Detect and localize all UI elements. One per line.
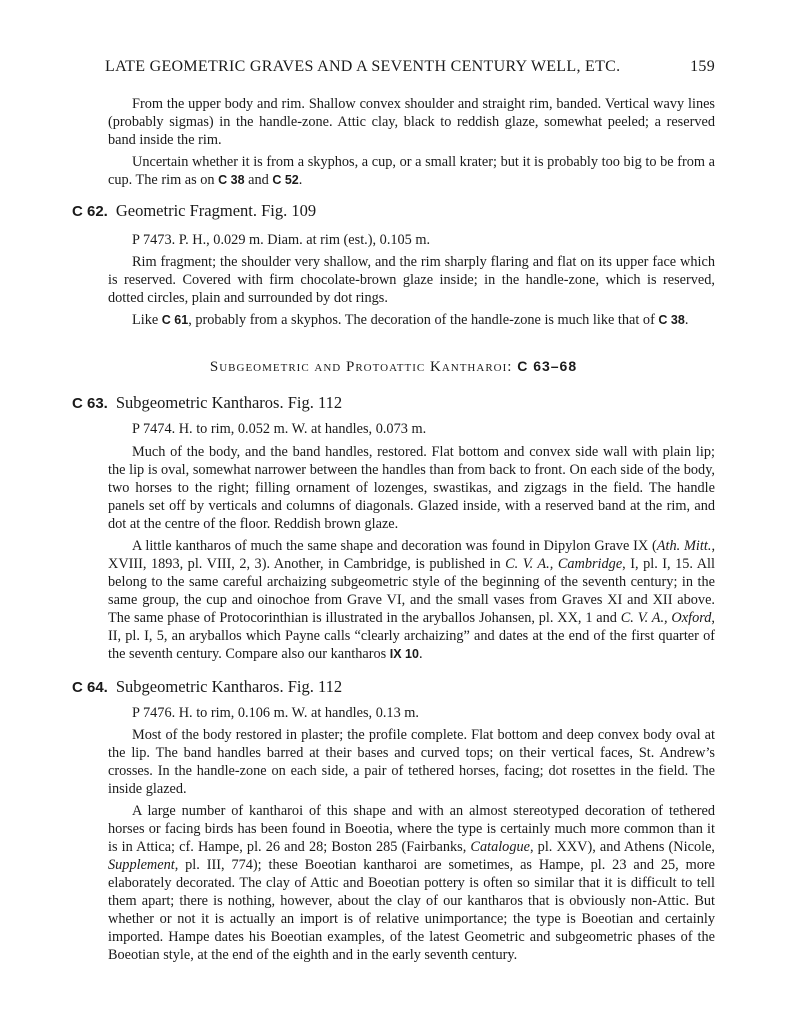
entry-heading-c62: [72, 201, 316, 221]
paragraph: From the upper body and rim. Shallow convex shoulder and straight rim, banded. Vertical wavy lines (probably sigmas) in the handle-zone. Attic clay, black to reddish glaze, somewhat peeled; a reserved band inside the rim.: [108, 96, 715, 148]
catalogue-number: C 62.: [72, 203, 108, 220]
entry-meta-c63: P 7474. H. to rim, 0.052 m. W. at handles, 0.073 m.: [132, 421, 427, 437]
entry-body-c64: [108, 726, 715, 964]
catalogue-ref: C 61: [161, 313, 189, 327]
entry-title: Geometric Fragment. Fig. 109: [115, 201, 317, 220]
paragraph: A large number of kantharoi of this shape and with an almost stereotyped decoration of tethered horses or facing birds has been found in Boeotia, where the type is certainly much more common than it is in Attica; cf. Hampe, pl. 26 and 28; Boston 285 (Fairbanks, Catalogue, pl. XXV), and Athens (Nicole, Supplement, pl. III, 774); these Boeotian kantharoi are sometimes, as Hampe, pl. 23 and 25, more elaborately decorated. The clay of Attic and Boeotian pottery is often so similar that it is difficult to tell them apart; there is nothing, however, about the clay of our kantharos that is obviously non-Attic. But whether or not it is actually an import is of relative unimportance; the type is Boeotian and certainly imported. Hampe dates his Boeotian examples, of the latest Geometric and subgeometric phases of the Boeotian style, at the end of the eighth and in the early seventh century.: [108, 803, 715, 963]
citation: Supplement: [108, 857, 175, 873]
paragraph: Like C 61, probably from a skyphos. The decoration of the handle-zone is much like that of C 38.: [132, 312, 689, 328]
catalogue-ref: C 52: [272, 173, 299, 187]
entry-meta-c62: P 7473. P. H., 0.029 m. Diam. at rim (est.), 0.105 m.: [132, 232, 431, 248]
entry-body-c63: [108, 443, 715, 663]
catalogue-number: C 63.: [72, 395, 108, 412]
catalogue-number: C 64.: [72, 679, 108, 696]
paragraph: Uncertain whether it is from a skyphos, a cup, or a small krater; but it is probably too big to be from a cup. The rim as on C 38 and C 52.: [108, 154, 715, 188]
catalogue-ref: C 38: [218, 173, 245, 187]
section-title: Subgeometric and Protoattic Kantharoi:: [209, 359, 518, 375]
page-number: 159: [690, 58, 715, 75]
entry-body-c62: [108, 253, 715, 329]
entry-meta-c64: P 7476. H. to rim, 0.106 m. W. at handles, 0.13 m.: [132, 705, 419, 721]
entry-heading-c64: [72, 677, 342, 697]
paragraph: A little kantharos of much the same shape and decoration was found in Dipylon Grave IX (Ath. Mitt., XVIII, 1893, pl. VIII, 2, 3). Another, in Cambridge, is published in C. V. A., Cambridge, I, pl. I, 15. All belong to the same careful archaizing subgeometric style of the beginning of the seventh century; in the same group, the cup and oinochoe from Grave VI, and the small vases from Graves XI and XII above. The same phase of Protocorinthian is illustrated in the aryballos Johansen, pl. XX, 1 and C. V. A., Oxford, II, pl. I, 5, an aryballos which Payne calls “clearly archaizing” and dates at the end of the first quarter of the seventh century. Compare also our kantharos IX 10.: [108, 538, 716, 662]
catalogue-ref: IX 10: [389, 647, 419, 661]
entry-heading-c63: [72, 393, 342, 413]
section-range: C 63–68: [517, 358, 578, 374]
entry-title: Subgeometric Kantharos. Fig. 112: [115, 393, 343, 412]
citation: Ath. Mitt.: [656, 538, 712, 554]
paragraph: Much of the body, and the band handles, restored. Flat bottom and convex side wall with plain lip; the lip is oval, somewhat narrower between the handles than from back to front. On each side of the body, two horses to the right; filling ornament of lozenges, swastikas, and zigzags in the field. The handle panels set off by verticals and columns of diagonals. Glazed inside, with a reserved band at the rim, and dot at the centre of the floor. Reddish brown glaze.: [108, 444, 715, 532]
citation: Catalogue: [470, 839, 530, 855]
paragraph: Rim fragment; the shoulder very shallow, and the rim sharply flaring and flat on its upper face which is reserved. Covered with firm chocolate-brown glaze inside; in the handle-zone, which is reserved, dotted circles, plain and surrounded by dot rings.: [108, 254, 715, 306]
citation: C. V. A., Cambridge: [505, 556, 623, 572]
intro-text: [108, 95, 715, 189]
running-head-title: LATE GEOMETRIC GRAVES AND A SEVENTH CENTURY WELL, ETC.: [105, 58, 621, 75]
section-heading: [0, 358, 787, 376]
catalogue-ref: C 38: [658, 313, 685, 327]
entry-title: Subgeometric Kantharos. Fig. 112: [115, 677, 343, 696]
citation: C. V. A., Oxford: [620, 610, 712, 626]
paragraph: Most of the body restored in plaster; the profile complete. Flat bottom and deep convex body oval at the lip. The band handles barred at their bases and curved tops; on their vertical faces, St. Andrew’s crosses. In the handle-zone on each side, a pair of tethered horses, facing; dot rosettes in the field. The inside glazed.: [108, 727, 715, 797]
